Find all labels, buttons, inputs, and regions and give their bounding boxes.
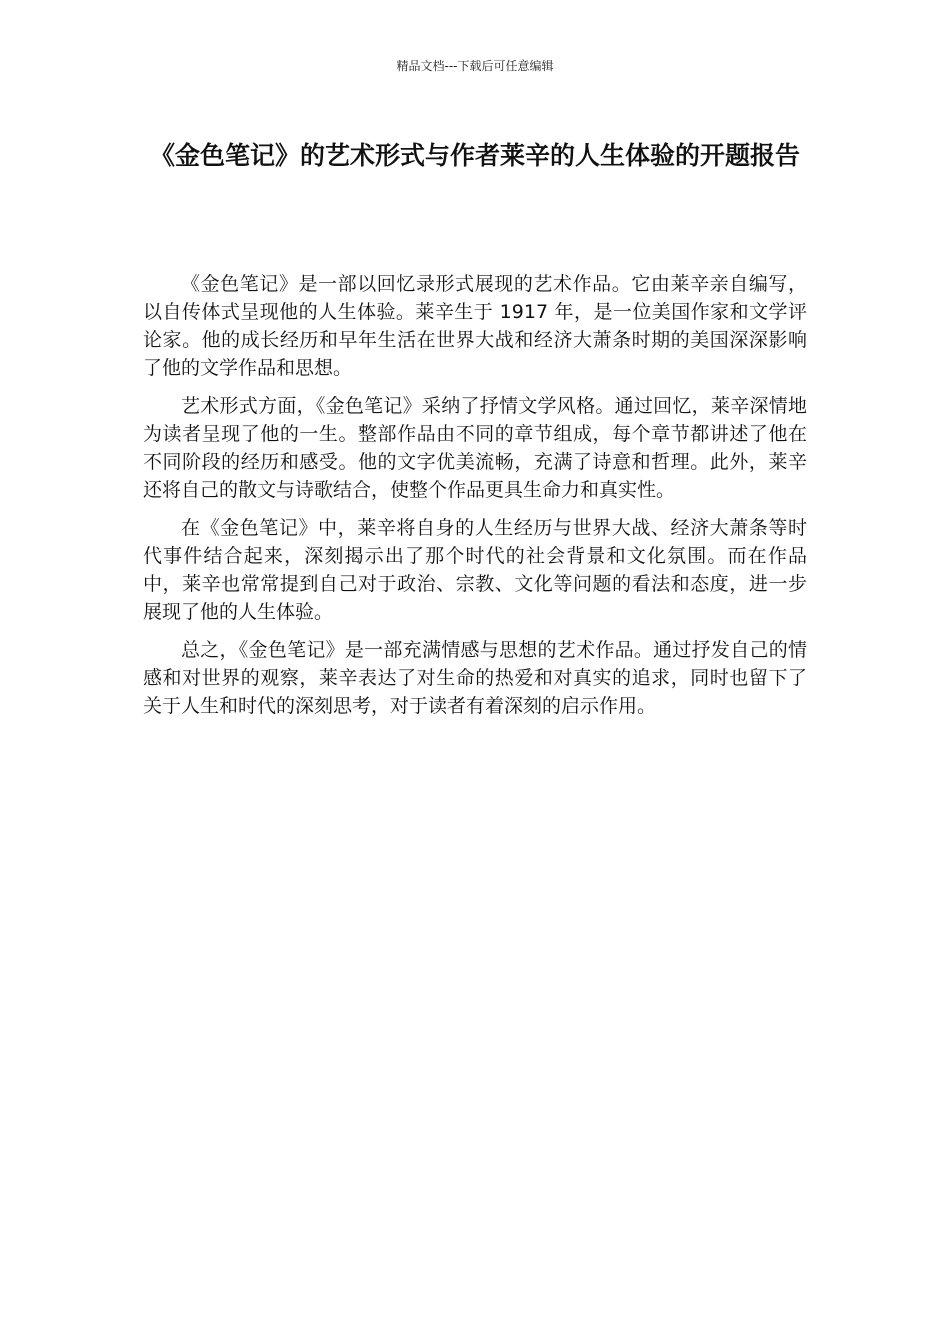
paragraph-3: 在《金色笔记》中，莱辛将自身的人生经历与世界大战、经济大萧条等时代事件结合起来，深刻揭示出了那个时代的社会背景和文化氛围。而在作品中，莱辛也常常提到自己对于政治、宗教、文化等问题的看法和态度，进一步展现了他的人生体验。: [143, 517, 807, 623]
header-note: 精品文档---下载后可任意编辑: [396, 59, 554, 73]
document-body: [143, 270, 807, 730]
paragraph-2: 艺术形式方面，《金色笔记》采纳了抒情文学风格。通过回忆，莱辛深情地为读者呈现了他的一生。整部作品由不同的章节组成，每个章节都讲述了他在不同阶段的经历和感受。他的文字优美流畅，充满了诗意和哲理。此外，莱辛还将自己的散文与诗歌结合，使整个作品更具生命力和真实性。: [143, 395, 807, 501]
paragraph-1: 《金色笔记》是一部以回忆录形式展现的艺术作品。它由莱辛亲自编写，以自传体式呈现他的人生体验。莱辛生于 1917 年，是一位美国作家和文学评论家。他的成长经历和早年生活在世界大战和经济大萧条时期的美国深深影响了他的文学作品和思想。: [143, 273, 807, 379]
document-title: 《金色笔记》的艺术形式与作者莱辛的人生体验的开题报告: [149, 141, 800, 170]
paragraph-4: 总之，《金色笔记》是一部充满情感与思想的艺术作品。通过抒发自己的情感和对世界的观察，莱辛表达了对生命的热爱和对真实的追求，同时也留下了关于人生和时代的深刻思考，对于读者有着深刻的启示作用。: [143, 639, 807, 717]
